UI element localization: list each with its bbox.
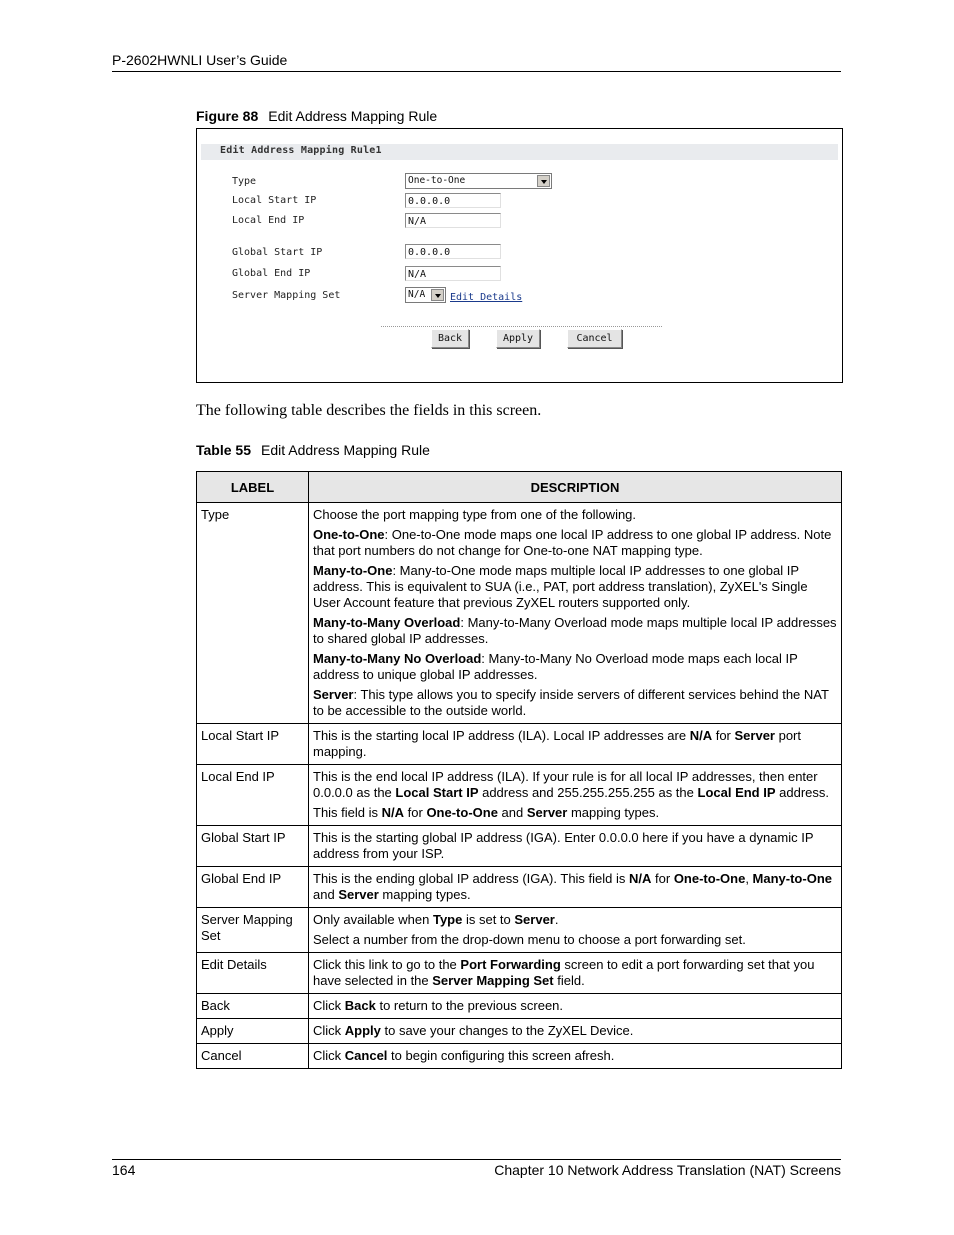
text-run: Click (313, 1023, 345, 1038)
text-run: : This type allows you to specify inside servers of different services behind the NAT to be accessible to the outside world. (313, 687, 829, 718)
description-paragraph (313, 830, 837, 862)
text-run: address and 255.255.255.255 as the (478, 785, 698, 800)
row-description (309, 908, 842, 953)
chevron-down-icon[interactable] (537, 175, 550, 187)
row-description (309, 867, 842, 908)
description-column-header: DESCRIPTION (309, 472, 842, 503)
chevron-down-icon[interactable] (431, 289, 444, 301)
ui-divider (381, 326, 662, 327)
type-label: Type (232, 176, 257, 187)
description-paragraph (313, 805, 837, 821)
bold-term: Cancel (344, 1048, 388, 1063)
row-label: Back (197, 994, 309, 1019)
text-run: : Many-to-One mode maps multiple local IP addresses to one global IP address. This is equivalent to SUA (i.e., PAT, port address translation), ZyXEL's Single User Account feature that previous ZyXEL routers supported only. (313, 563, 808, 610)
text-run: field. (553, 973, 585, 988)
bold-term: Many-to-Many No Overload (313, 651, 482, 666)
apply-button[interactable]: Apply (496, 329, 540, 348)
bold-term: Server (338, 887, 379, 902)
bold-term: Back (344, 998, 376, 1013)
row-description (309, 826, 842, 867)
table-row (197, 953, 842, 994)
description-paragraph (313, 651, 837, 683)
header-title: P-2602HWNLI User’s Guide (112, 52, 288, 68)
figure-title: Edit Address Mapping Rule (268, 108, 438, 124)
ui-title: Edit Address Mapping Rule1 (220, 145, 382, 156)
text-run: Click (313, 1048, 345, 1063)
text-run: : Many-to-Many Overload mode maps multiple local IP addresses to shared global IP addresses. (313, 615, 837, 646)
bold-term: Port Forwarding (460, 957, 561, 972)
edit-details-link[interactable]: Edit Details (450, 292, 523, 303)
table-row (197, 503, 842, 724)
table-row (197, 908, 842, 953)
bold-term: Local Start IP (395, 785, 479, 800)
table-body (197, 503, 842, 1069)
table-title: Edit Address Mapping Rule (261, 442, 430, 458)
row-description (309, 724, 842, 765)
figure-caption (196, 108, 437, 124)
bold-term: Server Mapping Set (432, 973, 554, 988)
row-label: Global Start IP (197, 826, 309, 867)
local-end-ip-label: Local End IP (232, 215, 305, 226)
local-start-ip-input[interactable]: 0.0.0.0 (405, 193, 501, 208)
text-run: Only available when (313, 912, 433, 927)
bold-term: Server (313, 687, 354, 702)
description-paragraph (313, 1023, 837, 1039)
description-paragraph (313, 507, 837, 523)
description-paragraph (313, 912, 837, 928)
text-run: Choose the port mapping type from one of the following. (313, 507, 637, 522)
cancel-button[interactable]: Cancel (567, 329, 622, 348)
table-header-row (197, 472, 842, 503)
text-run: to save your changes to the ZyXEL Device. (380, 1023, 634, 1038)
page-number: 164 (112, 1162, 136, 1178)
bold-term: Type (432, 912, 463, 927)
bold-term: Server (526, 805, 568, 820)
back-button[interactable]: Back (431, 329, 469, 348)
row-description (309, 953, 842, 994)
server-mapping-set-select[interactable] (405, 287, 446, 303)
text-run: Select a number from the drop-down menu to choose a port forwarding set. (313, 932, 746, 947)
bold-term: One-to-One (673, 871, 746, 886)
text-run: , (745, 871, 753, 886)
type-select[interactable] (405, 173, 552, 189)
label-column-header: LABEL (197, 472, 309, 503)
text-run: port mapping. (313, 728, 801, 759)
bold-term: Server (514, 912, 555, 927)
table-row (197, 724, 842, 765)
row-description (309, 503, 842, 724)
row-label: Global End IP (197, 867, 309, 908)
row-label: Edit Details (197, 953, 309, 994)
text-run: This is the end local IP address (ILA). If your rule is for all local IP addresses, then enter 0.0.0.0 as the (313, 769, 818, 800)
local-end-ip-input[interactable]: N/A (405, 213, 501, 228)
table-row (197, 867, 842, 908)
intro-text: The following table describes the fields in this screen. (196, 402, 542, 419)
text-run: mapping types. (378, 887, 471, 902)
row-description (309, 1019, 842, 1044)
row-description (309, 994, 842, 1019)
row-label: Cancel (197, 1044, 309, 1069)
text-run: screen to edit a port forwarding set that you have selected in the (313, 957, 815, 988)
text-run: is set to (462, 912, 515, 927)
header-rule (112, 71, 841, 72)
table-row (197, 1019, 842, 1044)
description-paragraph (313, 728, 837, 760)
description-paragraph (313, 932, 837, 948)
description-paragraph (313, 615, 837, 647)
text-run: and (313, 887, 339, 902)
figure-screenshot (196, 128, 843, 383)
text-run: Click this link to go to the (313, 957, 461, 972)
bold-term: N/A (629, 871, 652, 886)
bold-term: Many-to-One (752, 871, 832, 886)
bold-term: Local End IP (697, 785, 776, 800)
server-mapping-set-value: N/A (408, 289, 426, 300)
type-select-value: One-to-One (408, 175, 466, 186)
description-paragraph (313, 527, 837, 559)
bold-term: Many-to-One (313, 563, 393, 578)
text-run: This field is (313, 805, 382, 820)
description-paragraph (313, 769, 837, 801)
row-label: Local End IP (197, 765, 309, 826)
table-row (197, 994, 842, 1019)
ui-title-bar (201, 144, 838, 160)
global-end-ip-input[interactable]: N/A (405, 266, 501, 281)
row-description (309, 765, 842, 826)
description-paragraph (313, 998, 837, 1014)
footer-rule (112, 1159, 841, 1160)
description-paragraph (313, 1048, 837, 1064)
table-row (197, 765, 842, 826)
bold-term: N/A (381, 805, 405, 820)
table-number: Table 55 (196, 442, 251, 458)
bold-term: Apply (344, 1023, 381, 1038)
text-run: and (497, 805, 527, 820)
bold-term: One-to-One (426, 805, 498, 820)
figure-number: Figure 88 (196, 108, 259, 124)
text-run: to return to the previous screen. (375, 998, 564, 1013)
description-table (196, 471, 842, 1069)
description-paragraph (313, 957, 837, 989)
text-run: mapping types. (567, 805, 660, 820)
text-run: : One-to-One mode maps one local IP address to one global IP address. Note that port numbers do not change for One-to-one NAT mapping type. (313, 527, 832, 558)
bold-term: Many-to-Many Overload (313, 615, 461, 630)
text-run: This is the starting global IP address (IGA). Enter 0.0.0.0 here if you have a dynamic IP address from your ISP. (313, 830, 814, 861)
row-description (309, 1044, 842, 1069)
description-paragraph (313, 871, 837, 903)
server-mapping-set-label: Server Mapping Set (232, 290, 341, 301)
row-label: Apply (197, 1019, 309, 1044)
bold-term: One-to-One (313, 527, 385, 542)
bold-term: N/A (689, 728, 713, 743)
text-run: address. (775, 785, 829, 800)
text-run: Click (313, 998, 345, 1013)
text-run: This is the starting local IP address (ILA). Local IP addresses are (313, 728, 690, 743)
row-label: Server Mapping Set (197, 908, 309, 953)
row-label: Local Start IP (197, 724, 309, 765)
text-run: for (651, 871, 674, 886)
text-run: This is the ending global IP address (IGA). This field is (313, 871, 630, 886)
text-run: . (554, 912, 559, 927)
text-run: : Many-to-Many No Overload mode maps each local IP address to unique global IP addresses. (313, 651, 798, 682)
table-row (197, 1044, 842, 1069)
global-start-ip-input[interactable]: 0.0.0.0 (405, 244, 501, 259)
bold-term: Server (734, 728, 775, 743)
text-run: for (712, 728, 735, 743)
row-label: Type (197, 503, 309, 724)
description-paragraph (313, 687, 837, 719)
text-run: for (404, 805, 427, 820)
chapter-title: Chapter 10 Network Address Translation (NAT) Screens (494, 1162, 841, 1178)
text-run: to begin configuring this screen afresh. (387, 1048, 615, 1063)
table-caption (196, 442, 430, 458)
local-start-ip-label: Local Start IP (232, 195, 317, 206)
global-start-ip-label: Global Start IP (232, 247, 323, 258)
global-end-ip-label: Global End IP (232, 268, 311, 279)
description-paragraph (313, 563, 837, 611)
table-row (197, 826, 842, 867)
